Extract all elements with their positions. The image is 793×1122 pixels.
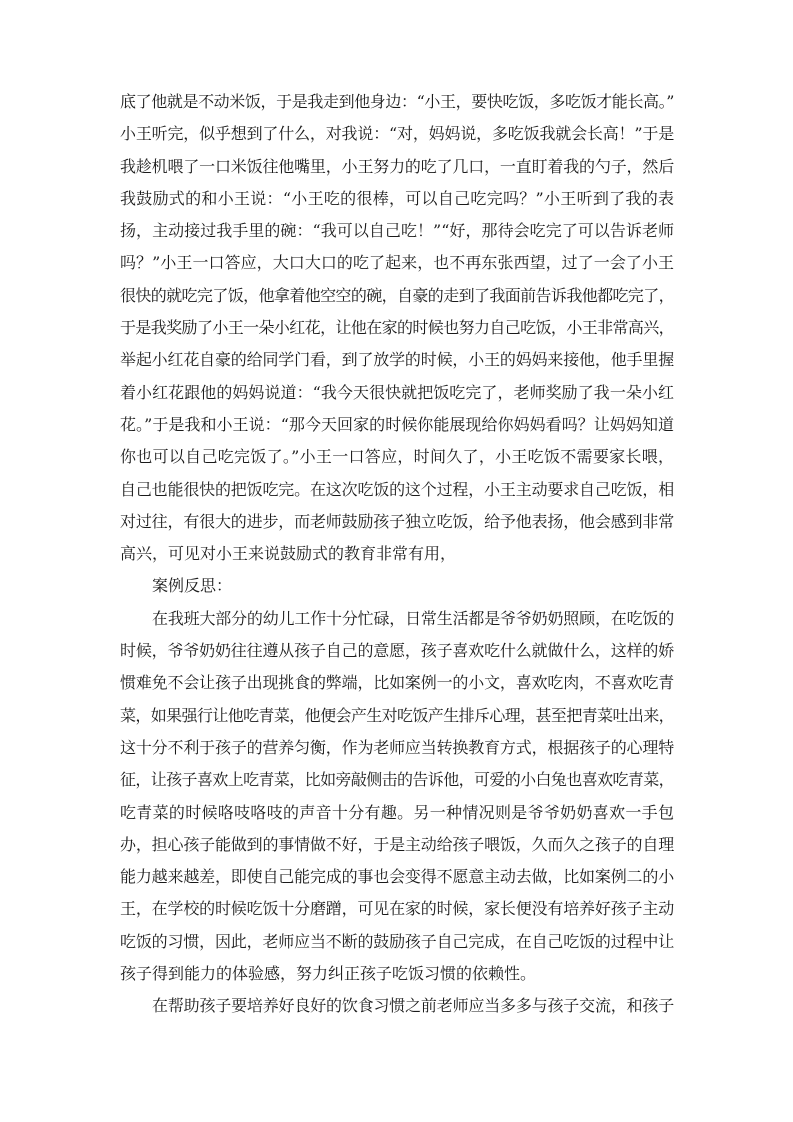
text-line: 孩子得到能力的体验感，努力纠正孩子吃饭习惯的依赖性。 (120, 964, 537, 984)
paragraph (120, 603, 674, 991)
text-line: 吃青菜的时候咯吱咯吱的声音十分有趣。另一种情况则是爷爷奶奶喜欢一手包 (120, 802, 674, 822)
text-line: 扬，主动接过我手里的碗：“我可以自己吃！”“好，那待会吃完了可以告诉老师 (120, 221, 674, 241)
text-line: 吗？”小王一口答应，大口大口的吃了起来，也不再东张西望，过了一会了小王 (120, 253, 674, 273)
text-line: 在我班大部分的幼儿工作十分忙碌，日常生活都是爷爷奶奶照顾，在吃饭的 (152, 608, 674, 628)
text-line: 自己也能很快的把饭吃完。在这次吃饭的这个过程，小王主动要求自己吃饭，相 (120, 479, 674, 499)
text-line: 小王听完，似乎想到了什么，对我说：“对，妈妈说，多吃饭我就会长高！”于是 (120, 124, 674, 144)
text-line: 高兴，可见对小王来说鼓励式的教育非常有用， (120, 544, 457, 564)
text-line: 很快的就吃完了饭，他拿着他空空的碗，自豪的走到了我面前告诉我他都吃完了， (120, 285, 674, 305)
text-line: 你也可以自己吃完饭了。”小王一口答应，时间久了，小王吃饭不需要家长喂， (120, 447, 674, 467)
text-line: 惯难免不会让孩子出现挑食的弊端，比如案例一的小文，喜欢吃肉，不喜欢吃青 (120, 673, 674, 693)
text-line: 办，担心孩子能做到的事情做不好，于是主动给孩子喂饭，久而久之孩子的自理 (120, 834, 674, 854)
text-line: 举起小红花自豪的给同学门看，到了放学的时候，小王的妈妈来接他，他手里握 (120, 350, 674, 370)
text-line: 菜，如果强行让他吃青菜，他便会产生对吃饭产生排斥心理，甚至把青菜吐出来， (120, 705, 674, 725)
text-line: 王，在学校的时候吃饭十分磨蹭，可见在家的时候，家长便没有培养好孩子主动 (120, 899, 674, 919)
text-line: 吃饭的习惯，因此，老师应当不断的鼓励孩子自己完成，在自己吃饭的过程中让 (120, 931, 674, 951)
text-line: 我趁机喂了一口米饭往他嘴里，小王努力的吃了几口，一直盯着我的勺子，然后 (120, 156, 674, 176)
paragraph (120, 990, 674, 1022)
text-line: 对过往，有很大的进步，而老师鼓励孩子独立吃饭，给予他表扬，他会感到非常 (120, 511, 674, 531)
text-line: 我鼓励式的和小王说：“小王吃的很棒，可以自己吃完吗？”小王听到了我的表 (120, 188, 674, 208)
text-line: 花。”于是我和小王说：“那今天回家的时候你能展现给你妈妈看吗？让妈妈知道 (120, 414, 674, 434)
document-body (120, 86, 674, 1023)
text-line: 案例反思： (152, 576, 233, 596)
text-line: 于是我奖励了小王一朵小红花，让他在家的时候也努力自己吃饭，小王非常高兴， (120, 318, 674, 338)
text-line: 征，让孩子喜欢上吃青菜，比如旁敲侧击的告诉他，可爱的小白兔也喜欢吃青菜， (120, 770, 674, 790)
text-line: 能力越来越差，即使自己能完成的事也会变得不愿意主动去做，比如案例二的小 (120, 867, 674, 887)
text-line: 这十分不利于孩子的营养匀衡，作为老师应当转换教育方式，根据孩子的心理特 (120, 737, 674, 757)
text-line: 在帮助孩子要培养好良好的饮食习惯之前老师应当多多与孩子交流，和孩子 (152, 996, 674, 1016)
text-line: 着小红花跟他的妈妈说道：“我今天很快就把饭吃完了，老师奖励了我一朵小红 (120, 382, 674, 402)
text-line: 时候，爷爷奶奶往往遵从孩子自己的意愿，孩子喜欢吃什么就做什么，这样的娇 (120, 641, 674, 661)
paragraph (120, 86, 674, 570)
section-heading (120, 570, 674, 602)
text-line: 底了他就是不动米饭，于是我走到他身边：“小王，要快吃饭，多吃饭才能长高。” (120, 92, 674, 111)
